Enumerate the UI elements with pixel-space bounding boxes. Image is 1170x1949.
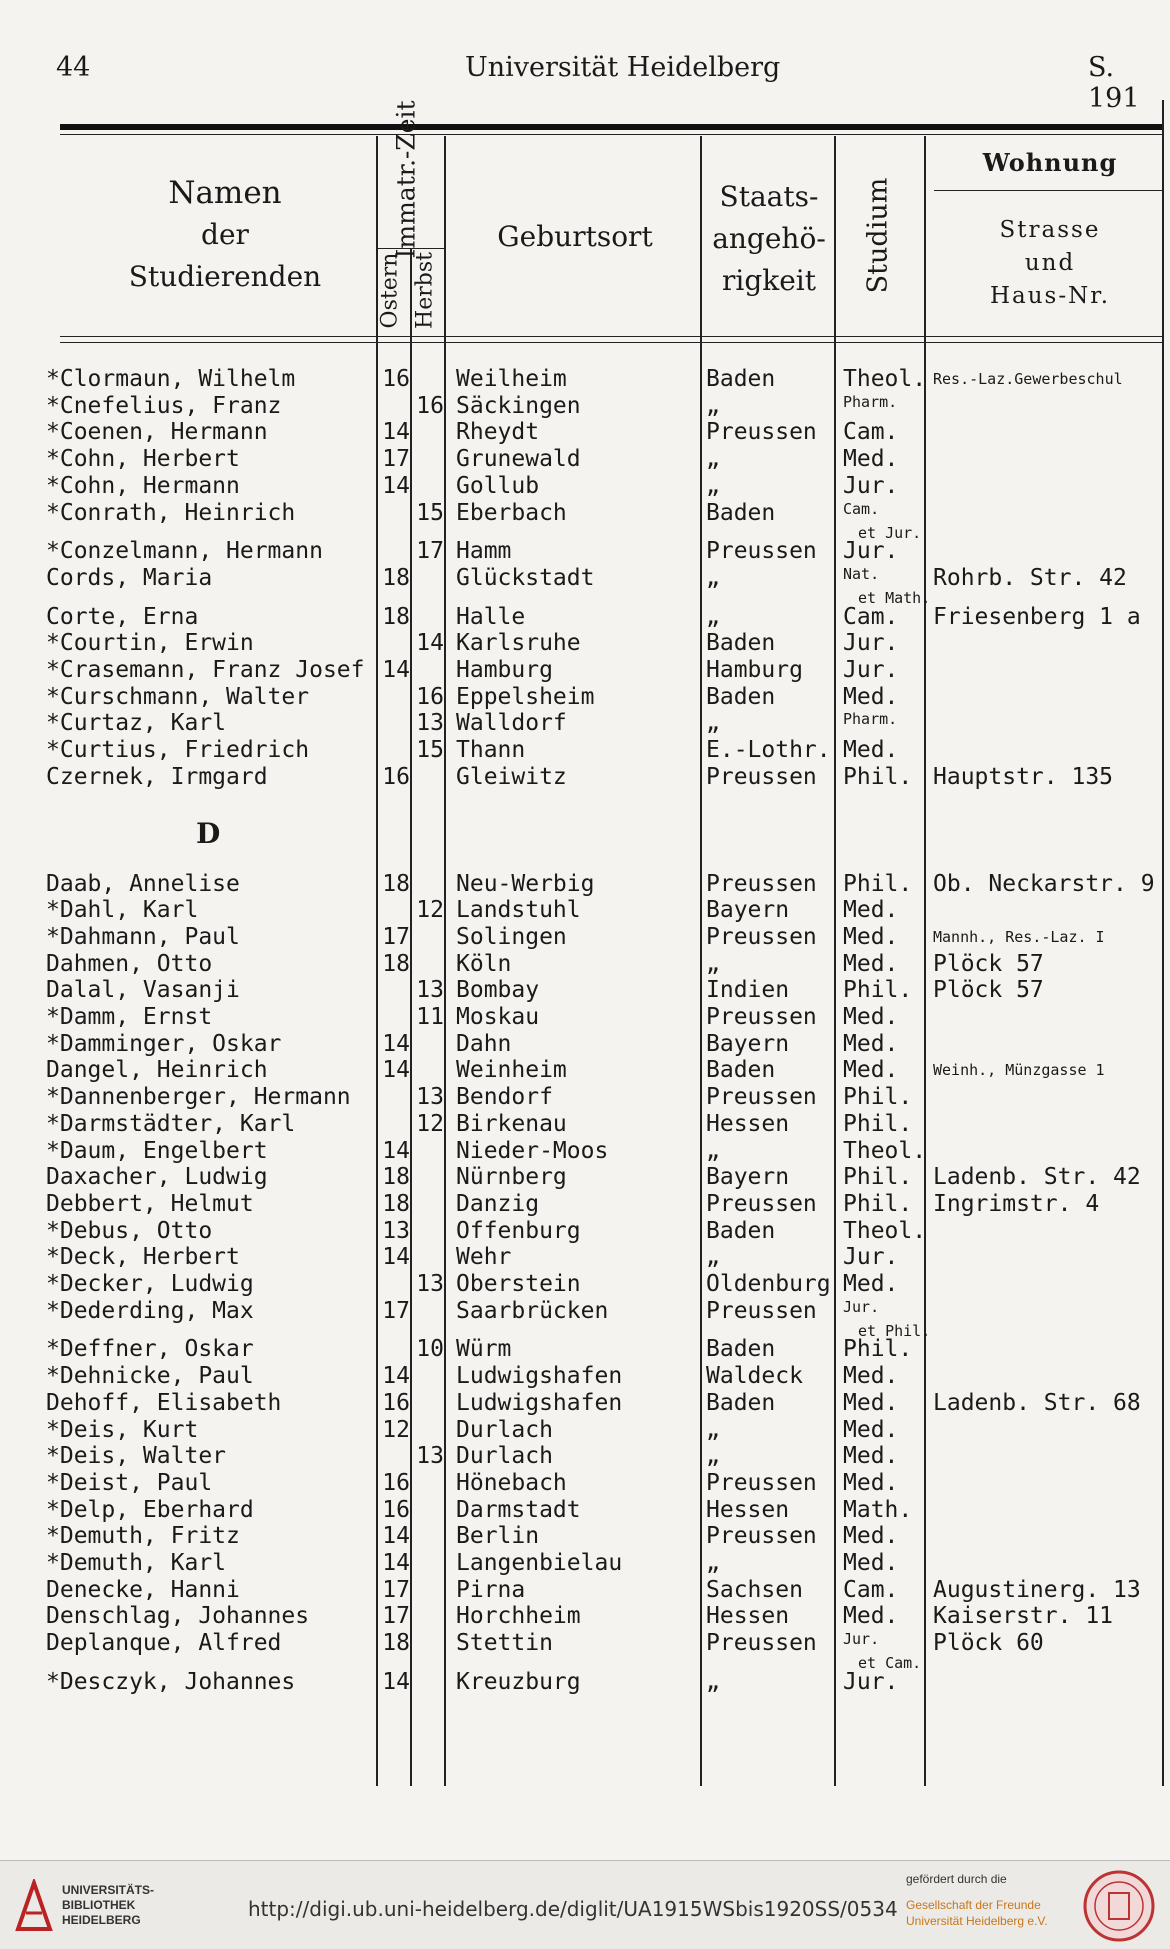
ostern-semester: 14 xyxy=(382,419,410,446)
citizenship: Preussen xyxy=(706,538,817,565)
study-field: Med. xyxy=(843,683,899,710)
student-name: Daxacher, Ludwig xyxy=(46,1164,268,1191)
study-field: Phil. xyxy=(843,1336,913,1363)
ostern-semester: 16 xyxy=(382,763,410,790)
herbst-semester: 13 xyxy=(416,1084,444,1111)
study-field: Math. xyxy=(843,1496,913,1523)
student-name: *Courtin, Erwin xyxy=(46,630,254,657)
study-field: Phil. xyxy=(843,870,913,897)
citizenship: Preussen xyxy=(706,1004,817,1030)
footer-bar xyxy=(0,1860,1170,1949)
ostern-semester: 16 xyxy=(382,1389,410,1416)
student-name: *Dahl, Karl xyxy=(46,897,199,924)
birthplace: Karlsruhe xyxy=(456,630,581,657)
citizenship: Preussen xyxy=(706,1523,817,1550)
citizenship: Hamburg xyxy=(706,657,803,683)
student-name: Deplanque, Alfred xyxy=(46,1630,282,1657)
ostern-semester: 14 xyxy=(382,1057,410,1084)
student-name: *Curtius, Friedrich xyxy=(46,737,310,764)
study-header: Studium xyxy=(862,177,894,294)
student-name: Daab, Annelise xyxy=(46,870,240,897)
citizenship: „ xyxy=(706,472,720,499)
birthplace: Bombay xyxy=(456,977,540,1004)
study-field: Phil. xyxy=(843,1164,913,1191)
birthplace: Danzig xyxy=(456,1190,540,1217)
herbst-semester: 17 xyxy=(416,538,444,565)
study-field-secondary: et Cam. xyxy=(858,1654,922,1673)
semester-label: S. 191 xyxy=(1088,52,1140,114)
ostern-semester: 17 xyxy=(382,1297,410,1324)
birthplace: Landstuhl xyxy=(456,897,581,924)
birthplace: Walldorf xyxy=(456,710,567,737)
birthplace: Durlach xyxy=(456,1416,553,1443)
citizenship: „ xyxy=(706,392,720,419)
citizenship: Bayern xyxy=(706,1030,790,1057)
citizenship: „ xyxy=(706,1550,720,1576)
study-field-secondary: et Jur. xyxy=(858,523,922,542)
student-name: *Curtaz, Karl xyxy=(46,710,227,737)
address: Ob. Neckarstr. 9 xyxy=(933,870,1155,897)
library-logo-icon xyxy=(14,1879,54,1931)
ostern-semester: 18 xyxy=(382,564,410,591)
page-number: 44 xyxy=(56,52,91,83)
study-field: Jur. xyxy=(843,1630,880,1649)
citizenship: Bayern xyxy=(706,1164,790,1191)
study-field: Jur. xyxy=(843,1244,899,1271)
birthplace: Saarbrücken xyxy=(456,1297,609,1324)
birthplace: Offenburg xyxy=(456,1217,581,1244)
study-field: Med. xyxy=(843,1004,899,1030)
birthplace: Birkenau xyxy=(456,1110,567,1137)
student-name: *Deis, Kurt xyxy=(46,1416,199,1443)
birthplace: Oberstein xyxy=(456,1271,581,1297)
herbst-semester: 16 xyxy=(416,392,444,419)
study-field: Med. xyxy=(843,446,899,473)
study-field: Pharm. xyxy=(843,392,898,411)
student-name: *Coenen, Hermann xyxy=(46,419,268,446)
student-name: Denschlag, Johannes xyxy=(46,1603,310,1630)
student-name: *Decker, Ludwig xyxy=(46,1271,254,1297)
study-field: Med. xyxy=(843,1363,899,1390)
study-field: Med. xyxy=(843,1030,899,1057)
study-field: Jur. xyxy=(843,657,899,683)
birthplace: Stettin xyxy=(456,1630,553,1657)
herbst-semester: 11 xyxy=(416,1004,444,1030)
ostern-semester: 14 xyxy=(382,1363,410,1390)
birthplace: Rheydt xyxy=(456,419,540,446)
citizenship: Baden xyxy=(706,630,776,657)
library-name: UNIVERSITÄTS- BIBLIOTHEK HEIDELBERG xyxy=(62,1883,155,1927)
study-field: Theol. xyxy=(843,366,927,392)
student-name: Dalal, Vasanji xyxy=(46,977,240,1004)
citizenship: Waldeck xyxy=(706,1363,803,1390)
citizenship: „ xyxy=(706,564,720,591)
study-field: Med. xyxy=(843,1389,899,1416)
herbst-semester: 13 xyxy=(416,1271,444,1297)
herbst-semester: 12 xyxy=(416,897,444,924)
address: Mannh., Res.-Laz. I xyxy=(933,927,1105,946)
ostern-semester: 14 xyxy=(382,472,410,499)
herbst-header: Herbst xyxy=(412,252,438,329)
student-name: Corte, Erna xyxy=(46,603,199,630)
citizenship: „ xyxy=(706,1137,720,1164)
ostern-semester: 14 xyxy=(382,1550,410,1576)
ostern-semester: 17 xyxy=(382,1603,410,1630)
ostern-semester: 18 xyxy=(382,1630,410,1657)
student-name: *Crasemann, Franz Josef xyxy=(46,657,365,683)
address: Plöck 57 xyxy=(933,950,1044,977)
header-rule-2 xyxy=(60,342,1164,343)
birthplace: Neu-Werbig xyxy=(456,870,595,897)
study-field: Phil. xyxy=(843,1084,913,1111)
immatr-header: Immatr.-Zeit xyxy=(391,100,421,259)
citizenship: Baden xyxy=(706,683,776,710)
study-field: Jur. xyxy=(843,538,899,565)
student-name: Czernek, Irmgard xyxy=(46,763,268,790)
birthplace: Köln xyxy=(456,950,512,977)
student-name: *Conrath, Heinrich xyxy=(46,499,296,526)
citizenship: Baden xyxy=(706,1057,776,1084)
column-divider xyxy=(700,136,702,1786)
study-field-secondary: et Math. xyxy=(858,588,931,607)
study-field: Med. xyxy=(843,897,899,924)
citizenship: Hessen xyxy=(706,1110,790,1137)
student-name: *Deffner, Oskar xyxy=(46,1336,254,1363)
address: Friesenberg 1 a xyxy=(933,603,1141,630)
ostern-semester: 14 xyxy=(382,1030,410,1057)
top-rule-thin xyxy=(60,134,1164,135)
citizenship: Preussen xyxy=(706,1630,817,1657)
student-name: *Debus, Otto xyxy=(46,1217,213,1244)
birthplace: Eberbach xyxy=(456,499,567,526)
study-field: Jur. xyxy=(843,1297,880,1316)
address: Ladenb. Str. 68 xyxy=(933,1389,1141,1416)
birthplace: Eppelsheim xyxy=(456,683,595,710)
birthplace: Kreuzburg xyxy=(456,1668,581,1695)
citizenship: Preussen xyxy=(706,1469,817,1496)
ostern-semester: 18 xyxy=(382,950,410,977)
study-field: Jur. xyxy=(843,472,899,499)
citizenship: Preussen xyxy=(706,419,817,446)
study-field: Theol. xyxy=(843,1137,927,1164)
page-title: Universität Heidelberg xyxy=(465,52,781,83)
study-field: Med. xyxy=(843,1469,899,1496)
street-header: Strasse und Haus-Nr. xyxy=(989,217,1111,309)
herbst-semester: 15 xyxy=(416,737,444,764)
study-field: Phil. xyxy=(843,1110,913,1137)
names-header: Namen der Studierenden xyxy=(128,175,322,293)
study-field: Med. xyxy=(843,950,899,977)
birthplace: Berlin xyxy=(456,1523,540,1550)
birthplace: Nieder-Moos xyxy=(456,1137,609,1164)
birthplace: Dahn xyxy=(456,1030,512,1057)
ostern-semester: 16 xyxy=(382,366,410,392)
birthplace: Hamburg xyxy=(456,657,553,683)
birthplace: Gleiwitz xyxy=(456,763,567,790)
citizenship: Baden xyxy=(706,1336,776,1363)
birthplace: Gollub xyxy=(456,472,540,499)
ostern-semester: 16 xyxy=(382,1496,410,1523)
student-name: *Desczyk, Johannes xyxy=(46,1668,296,1695)
top-rule xyxy=(60,124,1164,130)
ostern-semester: 17 xyxy=(382,1576,410,1603)
birthplace-header: Geburtsort xyxy=(497,220,653,253)
student-name: *Damminger, Oskar xyxy=(46,1030,282,1057)
birthplace: Hamm xyxy=(456,538,512,565)
citizenship: Baden xyxy=(706,499,776,526)
herbst-semester: 10 xyxy=(416,1336,444,1363)
student-name: *Daum, Engelbert xyxy=(46,1137,268,1164)
address: Rohrb. Str. 42 xyxy=(933,564,1127,591)
birthplace: Würm xyxy=(456,1336,512,1363)
student-name: *Deist, Paul xyxy=(46,1469,213,1496)
student-name: *Cnefelius, Franz xyxy=(46,392,282,419)
citizenship: Bayern xyxy=(706,897,790,924)
study-field: Cam. xyxy=(843,1576,899,1603)
student-name: *Cohn, Hermann xyxy=(46,472,240,499)
herbst-semester: 16 xyxy=(416,683,444,710)
birthplace: Horchheim xyxy=(456,1603,581,1630)
address: Kaiserstr. 11 xyxy=(933,1603,1114,1630)
citizenship: „ xyxy=(706,950,720,977)
student-name: *Curschmann, Walter xyxy=(46,683,310,710)
herbst-semester: 14 xyxy=(416,630,444,657)
study-field: Cam. xyxy=(843,499,880,518)
citizenship: Oldenburg xyxy=(706,1271,831,1297)
ostern-semester: 14 xyxy=(382,657,410,683)
section-letter: D xyxy=(196,816,221,850)
ostern-semester: 12 xyxy=(382,1416,410,1443)
study-field: Med. xyxy=(843,1603,899,1630)
birthplace: Ludwigshafen xyxy=(456,1363,623,1390)
ostern-semester: 18 xyxy=(382,870,410,897)
student-name: *Deck, Herbert xyxy=(46,1244,240,1271)
university-seal-icon xyxy=(1082,1869,1156,1943)
citizenship: Preussen xyxy=(706,763,817,790)
birthplace: Durlach xyxy=(456,1443,553,1470)
citizenship: Hessen xyxy=(706,1496,790,1523)
address: Ladenb. Str. 42 xyxy=(933,1164,1141,1191)
citizenship: Preussen xyxy=(706,923,817,950)
student-name: *Darmstädter, Karl xyxy=(46,1110,296,1137)
study-field: Med. xyxy=(843,1550,899,1576)
birthplace: Nürnberg xyxy=(456,1164,567,1191)
birthplace: Weilheim xyxy=(456,366,567,392)
study-field: Phil. xyxy=(843,977,913,1004)
citizenship: Preussen xyxy=(706,1084,817,1111)
student-name: *Dehnicke, Paul xyxy=(46,1363,254,1390)
address: Weinh., Münzgasse 1 xyxy=(933,1061,1105,1080)
herbst-semester: 13 xyxy=(416,977,444,1004)
student-name: *Demuth, Karl xyxy=(46,1550,227,1576)
study-field: Phil. xyxy=(843,1190,913,1217)
birthplace: Bendorf xyxy=(456,1084,553,1111)
student-name: *Delp, Eberhard xyxy=(46,1496,254,1523)
birthplace: Wehr xyxy=(456,1244,512,1271)
study-field: Med. xyxy=(843,1416,899,1443)
herbst-semester: 13 xyxy=(416,710,444,737)
citizenship: „ xyxy=(706,1443,720,1470)
student-name: *Conzelmann, Hermann xyxy=(46,538,323,565)
study-field: Med. xyxy=(843,737,899,764)
student-name: Denecke, Hanni xyxy=(46,1576,240,1603)
citizenship: Hessen xyxy=(706,1603,790,1630)
column-divider xyxy=(834,136,836,1786)
column-divider xyxy=(444,136,446,1786)
address: Plöck 57 xyxy=(933,977,1044,1004)
address: Plöck 60 xyxy=(933,1630,1044,1657)
birthplace: Hönebach xyxy=(456,1469,567,1496)
student-name: *Damm, Ernst xyxy=(46,1004,213,1030)
citizenship: „ xyxy=(706,603,720,630)
birthplace: Pirna xyxy=(456,1576,526,1603)
residence-header: Wohnung xyxy=(982,148,1118,177)
study-field: Cam. xyxy=(843,603,899,630)
study-field: Med. xyxy=(843,1271,899,1297)
student-name: *Clormaun, Wilhelm xyxy=(46,366,296,392)
address: Augustinerg. 13 xyxy=(933,1576,1141,1603)
ostern-semester: 17 xyxy=(382,923,410,950)
ostern-semester: 14 xyxy=(382,1137,410,1164)
birthplace: Säckingen xyxy=(456,392,581,419)
student-name: *Dannenberger, Hermann xyxy=(46,1084,351,1111)
citizenship: „ xyxy=(706,1668,720,1695)
ostern-semester: 13 xyxy=(382,1217,410,1244)
student-name: Cords, Maria xyxy=(46,564,213,591)
funding-note: gefördert durch die Gesellschaft der Freunde Universität Heidelberg e.V. xyxy=(906,1872,1048,1928)
student-name: *Cohn, Herbert xyxy=(46,446,240,473)
study-field: Med. xyxy=(843,1523,899,1550)
student-name: *Demuth, Fritz xyxy=(46,1523,240,1550)
citizenship-header: Staats- angehö- rigkeit xyxy=(712,180,826,297)
student-name: Dangel, Heinrich xyxy=(46,1057,268,1084)
study-field: Nat. xyxy=(843,564,880,583)
study-field: Jur. xyxy=(843,1668,899,1695)
birthplace: Solingen xyxy=(456,923,567,950)
ostern-semester: 18 xyxy=(382,603,410,630)
citizenship: Sachsen xyxy=(706,1576,803,1603)
birthplace: Thann xyxy=(456,737,526,764)
student-name: *Deis, Walter xyxy=(46,1443,227,1470)
ostern-semester: 16 xyxy=(382,1469,410,1496)
source-url[interactable]: http://digi.ub.uni-heidelberg.de/diglit/UA1915WSbis1920SS/0534 xyxy=(248,1897,898,1921)
citizenship: Preussen xyxy=(706,870,817,897)
birthplace: Grunewald xyxy=(456,446,581,473)
herbst-semester: 13 xyxy=(416,1443,444,1470)
page-edge xyxy=(1162,100,1164,1786)
citizenship: „ xyxy=(706,446,720,473)
birthplace: Darmstadt xyxy=(456,1496,581,1523)
study-field: Med. xyxy=(843,1443,899,1470)
ostern-semester: 17 xyxy=(382,446,410,473)
citizenship: „ xyxy=(706,1416,720,1443)
birthplace: Glückstadt xyxy=(456,564,595,591)
header-rule xyxy=(60,336,1164,337)
study-field: Med. xyxy=(843,1057,899,1084)
address: Hauptstr. 135 xyxy=(933,763,1114,790)
citizenship: Baden xyxy=(706,366,776,392)
study-field: Phil. xyxy=(843,763,913,790)
ostern-semester: 18 xyxy=(382,1164,410,1191)
student-name: Dahmen, Otto xyxy=(46,950,213,977)
student-name: *Dederding, Max xyxy=(46,1297,254,1324)
study-field: Cam. xyxy=(843,419,899,446)
birthplace: Halle xyxy=(456,603,526,630)
birthplace: Weinheim xyxy=(456,1057,567,1084)
residence-divider xyxy=(934,190,1162,191)
birthplace: Moskau xyxy=(456,1004,540,1030)
citizenship: Baden xyxy=(706,1389,776,1416)
citizenship: Indien xyxy=(706,977,790,1004)
birthplace: Ludwigshafen xyxy=(456,1389,623,1416)
address: Res.-Laz.Gewerbeschul xyxy=(933,370,1123,388)
ostern-semester: 18 xyxy=(382,1190,410,1217)
herbst-semester: 15 xyxy=(416,499,444,526)
ostern-semester: 14 xyxy=(382,1523,410,1550)
study-field-secondary: et Phil. xyxy=(858,1321,931,1340)
citizenship: „ xyxy=(706,710,720,737)
student-name: Debbert, Helmut xyxy=(46,1190,254,1217)
citizenship: „ xyxy=(706,1244,720,1271)
student-name: *Dahmann, Paul xyxy=(46,923,240,950)
birthplace: Langenbielau xyxy=(456,1550,623,1576)
ostern-header: Ostern xyxy=(377,252,403,329)
study-field: Jur. xyxy=(843,630,899,657)
study-field: Theol. xyxy=(843,1217,927,1244)
study-field: Med. xyxy=(843,923,899,950)
ostern-semester: 14 xyxy=(382,1668,410,1695)
citizenship: E.-Lothr. xyxy=(706,737,831,764)
citizenship: Preussen xyxy=(706,1190,817,1217)
herbst-semester: 12 xyxy=(416,1110,444,1137)
address: Ingrimstr. 4 xyxy=(933,1190,1100,1217)
ostern-semester: 14 xyxy=(382,1244,410,1271)
student-name: Dehoff, Elisabeth xyxy=(46,1389,282,1416)
citizenship: Preussen xyxy=(706,1297,817,1324)
study-field: Pharm. xyxy=(843,710,898,729)
citizenship: Baden xyxy=(706,1217,776,1244)
